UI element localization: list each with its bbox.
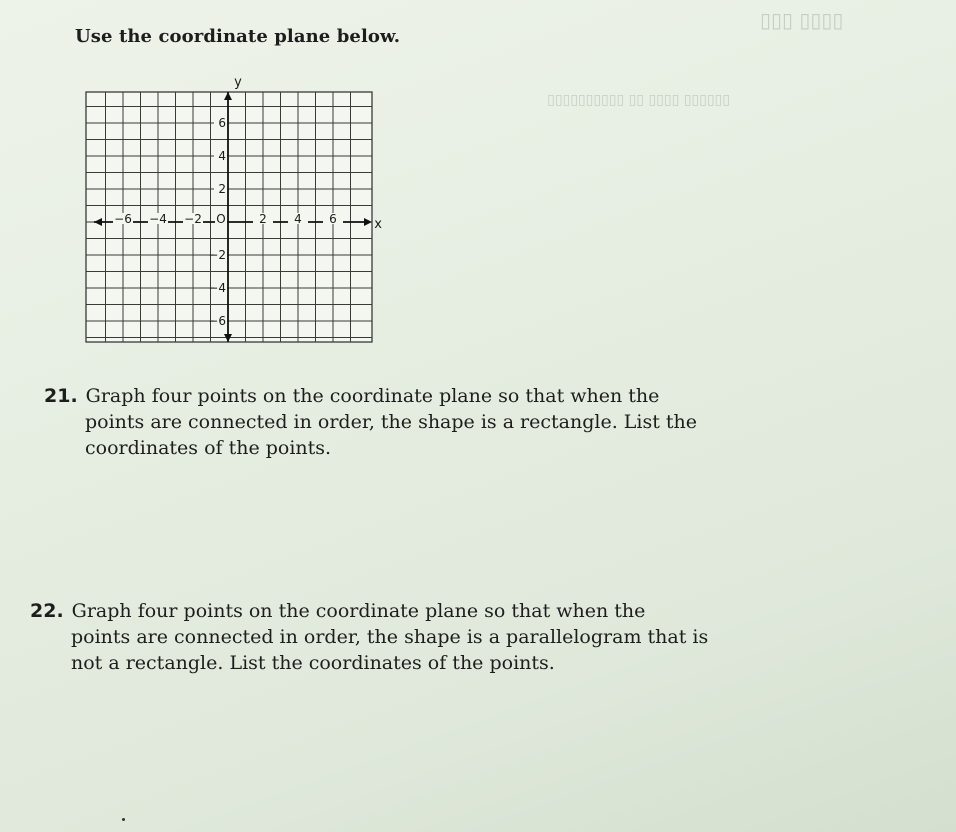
problem-22	[30, 598, 750, 676]
problem-22-number: 22.	[30, 600, 64, 622]
problem-21-line-2: points are connected in order, the shape is a rectangle. List the	[85, 411, 698, 433]
problem-22-line-3: not a rectangle. List the coordinates of the points.	[71, 652, 555, 674]
x-tick-label: −4	[149, 212, 167, 226]
y-axis-label: y	[234, 75, 242, 90]
x-tick-label: 2	[259, 212, 267, 226]
problem-22-line-2: points are connected in order, the shape is a parallelogram that is	[71, 626, 709, 648]
x-tick-label: −6	[114, 212, 132, 226]
x-tick-label: 4	[294, 212, 302, 226]
y-tick-label: −2	[208, 248, 226, 262]
origin-label: O	[216, 212, 226, 226]
y-tick-label: −4	[208, 281, 226, 295]
y-tick-label: 2	[218, 182, 226, 196]
problem-21-line-1: 21. Graph four points on the coordinate plane so that when the	[44, 385, 660, 407]
show-through-text: ▯▯▯▯▯▯ ▯▯▯▯ ▯▯ ▯▯▯▯▯▯▯▯▯▯	[547, 92, 730, 108]
problem-21	[44, 383, 724, 461]
x-tick-label: −2	[184, 212, 202, 226]
pencil-mark	[122, 818, 125, 821]
y-tick-label: 4	[218, 149, 226, 163]
problem-22-line-1: 22. Graph four points on the coordinate plane so that when the	[30, 600, 646, 622]
page-instruction: Use the coordinate plane below.	[75, 26, 401, 47]
y-tick-label: 6	[218, 116, 226, 130]
y-tick-label: −6	[208, 314, 226, 328]
x-tick-label: 6	[329, 212, 337, 226]
coordinate-plane-grid[interactable]	[80, 74, 380, 346]
x-axis-label: x	[374, 217, 382, 232]
show-through-text: ▯▯▯▯ ▯▯▯	[760, 8, 844, 32]
problem-21-line-3: coordinates of the points.	[85, 437, 332, 459]
problem-21-number: 21.	[44, 385, 78, 407]
